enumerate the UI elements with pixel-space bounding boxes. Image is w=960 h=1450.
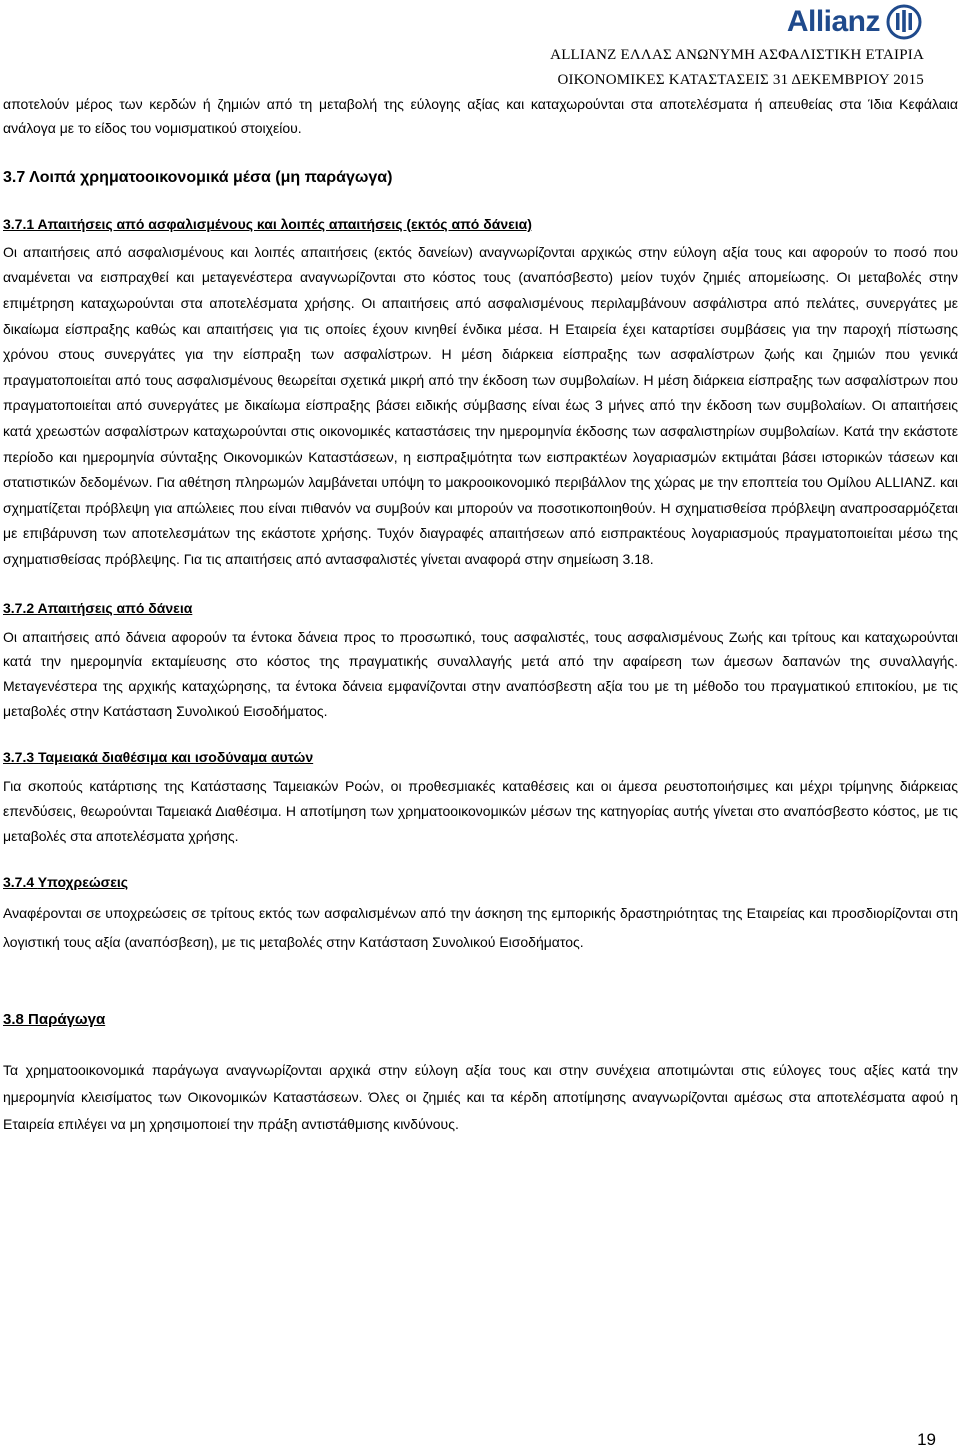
- subsection-3-7-1-body: Οι απαιτήσεις από ασφαλισμένους και λοιπές απαιτήσεις (εκτός δανείων) αναγνωρίζονται αρχικώς στην εύλογη αξία τους και αφορούν το ποσό που αναμένεται να εισπραχθεί και μεταγενέστερα αναγνωρίζονται στο κόστος τους (αναπόσβεστο) μείον τυχόν ζημιές απομείωσης. Οι μεταβολές στην επιμέτρηση καταχωρούνται στα αποτελέσματα χρήσης. Οι απαιτήσεις από ασφαλισμένους περιλαμβάνουν ασφάλιστρα από πελάτες, συνεργάτες με δικαίωμα είσπραξης καθώς και απαιτήσεις για τις οποίες έχουν κινηθεί ένδικα μέσα. Η Εταιρεία έχει καταρτίσει συμβάσεις για την παροχή πίστωσης χρόνου στους συνεργάτες για την είσπραξη των ασφαλίστρων. Η μέση διάρκεια είσπραξης των ασφαλίστρων ζωής και ζημιών που γενικά πραγματοποιείται από τους ασφαλισμένους θεωρείται σχετικά μικρή από την έκδοση των συμβολαίων. Η μέση διάρκεια είσπραξης των ασφαλίστρων που πραγματοποιείται από συνεργάτες με δικαίωμα είσπραξης βάσει ειδικής σύμβασης είναι έως 3 μήνες από την έκδοση των συμβολαίων. Οι απαιτήσεις κατά χρεωστών ασφαλίστρων καταχωρούνται στις οικονομικές καταστάσεις την ημερομηνία έκδοσης των ασφαλιστηρίων συμβολαίων. Κατά την εκάστοτε περίοδο και ημερομηνία σύνταξης Οικονομικών Καταστάσεων, η εισπραξιμότητα των εισπρακτέων λογαριασμών εκτιμάται βάσει ιστορικών τάσεων και στατιστικών δεδομένων. Για αθέτηση πληρωμών λαμβάνεται υπόψη το μακροοικονομικό περιβάλλον της χώρας με την εποπτεία του Ομίλου ALLIANZ. και σχηματίζεται πρόβλεψη για απώλειες που είναι πιθανόν να συμβούν και μπορούν να ποσοτικοποιηθούν. Η σχηματισθείσα πρόβλεψη αναπροσαρμόζεται με επιβάρυνση των αποτελεσμάτων της εκάστοτε χρήσης. Τυχόν διαγραφές απαιτήσεων από εισπρακτέους λογαριασμούς πραγματοποιείται μέσω της σχηματισθείσας πρόβλεψης. Για τις απαιτήσεις από αντασφαλιστές γίνεται αναφορά στην σημείωση 3.18.: [3, 243, 958, 567]
- allianz-eagle-icon: [886, 4, 922, 40]
- subsection-3-7-1-title: 3.7.1 Απαιτήσεις από ασφαλισμένους και λοιπές απαιτήσεις (εκτός από δάνεια): [3, 215, 532, 232]
- header-report-title: ΟΙΚΟΝΟΜΙΚΕΣ ΚΑΤΑΣΤΑΣΕΙΣ 31 ΔΕΚΕΜΒΡΙΟΥ 2015: [557, 72, 924, 88]
- subsection-3-7-2-title: [3, 597, 958, 619]
- page-header: [0, 0, 960, 96]
- subsection-3-7-4-body: Αναφέρονται σε υποχρεώσεις σε τρίτους εκτός των ασφαλισμένων από την άσκηση της εμπορικής δραστηριότητας της Εταιρείας και προσδιορίζονται στη λογιστική τους αξία (αναπόσβεση), με τις μεταβολές στην Κατάσταση Συνολικού Εισοδήματος.: [3, 904, 958, 950]
- document-body: [3, 92, 958, 1138]
- section-3-8-body: Τα χρηματοοικονομικά παράγωγα αναγνωρίζονται αρχικά στην εύλογη αξία τους και στην συνέχεια αποτιμώνται στις εύλογες τους αξίες κατά την ημερομηνία κλεισίματος των Οικονομικών Καταστάσεων. Όλες οι ζημιές και τα κέρδη αποτίμησης αναγνωρίζονται αμέσως στα αποτελέσματα αφού η Εταιρεία επιλέγει να μη χρησιμοποιεί την πράξη αντιστάθμισης κινδύνους.: [3, 1061, 958, 1132]
- page-number: 19: [917, 1430, 936, 1449]
- subsection-3-7-3-title: [3, 746, 958, 768]
- subsection-3-7-4-heading: Υποχρεώσεις: [37, 873, 129, 890]
- subsection-3-7-3-body: Για σκοπούς κατάρτισης της Κατάστασης Ταμειακών Ροών, οι προθεσμιακές καταθέσεις και οι άμεσα ρευστοποιήσιμες και μέχρι τρίμηνης διάρκειας επενδύσεις, θεωρούνται Ταμειακά Διαθέσιμα. Η αποτίμηση των χρηματοοικονομικών μέσων της κατηγορίας αυτής γίνεται στο αναπόσβεστο κόστος, με τις μεταβολές στα αποτελέσματα χρήσης.: [3, 777, 958, 844]
- section-3-8-title: [3, 1009, 958, 1031]
- section-3-7-title: 3.7 Λοιπά χρηματοοικονομικά μέσα (μη παράγωγα): [3, 168, 393, 186]
- subsection-3-7-4-number: 3.7.4: [3, 873, 38, 890]
- subsection-3-7-4-title: [3, 871, 958, 893]
- subsection-3-7-3-number: 3.7.3: [3, 748, 39, 765]
- section-3-8-heading: Παράγωγα: [28, 1010, 106, 1028]
- subsection-3-7-2-heading: Απαιτήσεις από δάνεια: [37, 599, 193, 616]
- logo-wordmark: Allianz: [786, 5, 880, 38]
- intro-paragraph: αποτελούν μέρος των κερδών ή ζημιών από τη μεταβολή της εύλογης αξίας και καταχωρούνται στα αποτελέσματα ή απευθείας στα Ίδια Κεφάλαια ανάλογα με το είδος του νομισματικού στοιχείου.: [3, 96, 958, 137]
- subsection-3-7-2-number: 3.7.2: [3, 599, 38, 616]
- section-3-8-number: 3.8: [3, 1010, 29, 1028]
- subsection-3-7-2-body: Οι απαιτήσεις από δάνεια αφορούν τα έντοκα δάνεια προς το προσωπικό, τους ασφαλιστές, τους ασφαλισμένους Ζωής και τρίτους και καταχωρούνται κατά την ημερομηνία εκταμίευσης στο κόστος της πραγματικής συναλλαγής μετά από την αφαίρεση των άμεσων δαπανών της συναλλαγής. Μεταγενέστερα της αρχικής καταχώρησης, τα έντοκα δάνεια εμφανίζονται στην αναπόσβεστη αξία του με τη μέθοδο του πραγματικού επιτοκίου, με τις μεταβολές στην Κατάσταση Συνολικού Εισοδήματος.: [3, 628, 958, 719]
- header-company-name: ALLIANZ ΕΛΛΑΣ ΑΝΩΝΥΜΗ ΑΣΦΑΛΙΣΤΙΚΗ ΕΤΑΙΡΙΑ: [550, 47, 924, 63]
- company-logo: [787, 2, 922, 42]
- subsection-3-7-3-heading: Ταμειακά διαθέσιμα και ισοδύναμα αυτών: [38, 748, 314, 765]
